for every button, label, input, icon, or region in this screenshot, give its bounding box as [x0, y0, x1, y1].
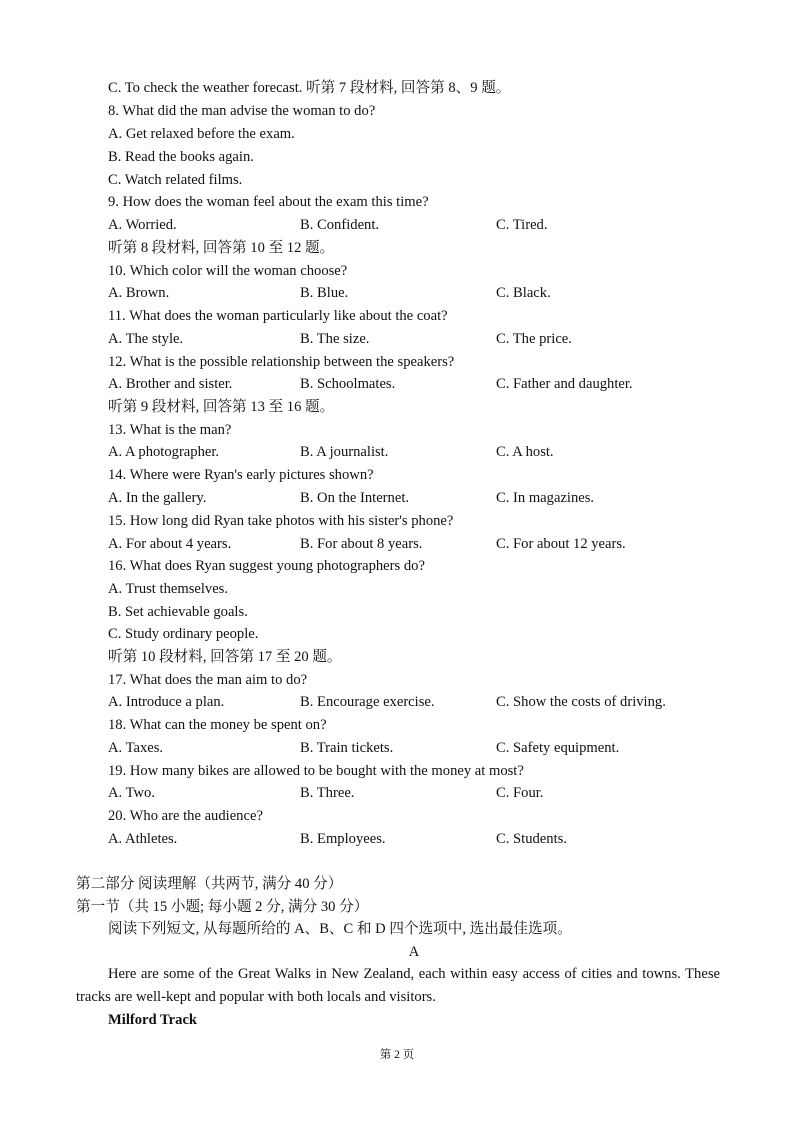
option-11b: B. The size.	[300, 331, 370, 347]
option-18c: C. Safety equipment.	[496, 740, 620, 756]
question-11: 11. What does the woman particularly like about the coat?	[108, 308, 448, 324]
subheading-milford-track: Milford Track	[108, 1012, 198, 1028]
question-13: 13. What is the man?	[108, 422, 232, 438]
option-18a: A. Taxes.	[108, 740, 164, 756]
option-19c: C. Four.	[496, 785, 544, 801]
option-19a: A. Two.	[108, 785, 155, 801]
passage-intro-text: Here are some of the Great Walks in New Zealand, each within easy access of cities and towns. These tracks are well-kept and popular with both locals and visitors.	[76, 966, 720, 1005]
option-8a: A. Get relaxed before the exam.	[108, 126, 295, 142]
option-10a: A. Brown.	[108, 285, 170, 301]
reading-instruction: 阅读下列短文, 从每题所给的 A、B、C 和 D 四个选项中, 选出最佳选项。	[108, 921, 572, 937]
option-16a: A. Trust themselves.	[108, 581, 229, 597]
option-16b: B. Set achievable goals.	[108, 604, 248, 620]
option-15c: C. For about 12 years.	[496, 536, 626, 552]
option-8c: C. Watch related films.	[108, 172, 243, 188]
option-20c: C. Students.	[496, 831, 567, 847]
question-19: 19. How many bikes are allowed to be bought with the money at most?	[108, 763, 524, 779]
option-13c: C. A host.	[496, 444, 554, 460]
question-14: 14. Where were Ryan's early pictures shown?	[108, 467, 374, 483]
option-13a: A. A photographer.	[108, 444, 220, 460]
question-12: 12. What is the possible relationship between the speakers?	[108, 354, 455, 370]
option-17b: B. Encourage exercise.	[300, 694, 435, 710]
section-one-heading: 第一节（共 15 小题; 每小题 2 分, 满分 30 分）	[76, 899, 369, 915]
option-9b: B. Confident.	[300, 217, 380, 233]
option-16c: C. Study ordinary people.	[108, 626, 259, 642]
option-11a: A. The style.	[108, 331, 184, 347]
question-18: 18. What can the money be spent on?	[108, 717, 327, 733]
question-20: 20. Who are the audience?	[108, 808, 263, 824]
option-15b: B. For about 8 years.	[300, 536, 423, 552]
option-15a: A. For about 4 years.	[108, 536, 232, 552]
section-instruction-10: 听第 10 段材料, 回答第 17 至 20 题。	[108, 649, 342, 665]
option-12b: B. Schoolmates.	[300, 376, 396, 392]
question-9: 9. How does the woman feel about the exam this time?	[108, 194, 429, 210]
section-instruction-8: 听第 8 段材料, 回答第 10 至 12 题。	[108, 240, 335, 256]
passage-intro	[76, 963, 720, 1009]
option-14a: A. In the gallery.	[108, 490, 207, 506]
option-text: C. To check the weather forecast. 听第 7 段材料, 回答第 8、9 题。	[108, 80, 511, 96]
option-20a: A. Athletes.	[108, 831, 178, 847]
question-17: 17. What does the man aim to do?	[108, 672, 308, 688]
option-10b: B. Blue.	[300, 285, 349, 301]
option-9a: A. Worried.	[108, 217, 177, 233]
option-17c: C. Show the costs of driving.	[496, 694, 666, 710]
question-10: 10. Which color will the woman choose?	[108, 263, 348, 279]
part-two-heading: 第二部分 阅读理解（共两节, 满分 40 分）	[76, 876, 343, 892]
option-8b: B. Read the books again.	[108, 149, 254, 165]
question-16: 16. What does Ryan suggest young photographers do?	[108, 558, 425, 574]
option-13b: B. A journalist.	[300, 444, 389, 460]
option-14c: C. In magazines.	[496, 490, 595, 506]
option-14b: B. On the Internet.	[300, 490, 410, 506]
page-number: 第 2 页	[379, 1049, 415, 1061]
option-9c: C. Tired.	[496, 217, 548, 233]
option-12c: C. Father and daughter.	[496, 376, 633, 392]
option-18b: B. Train tickets.	[300, 740, 394, 756]
option-12a: A. Brother and sister.	[108, 376, 233, 392]
question-8: 8. What did the man advise the woman to do?	[108, 103, 376, 119]
option-20b: B. Employees.	[300, 831, 386, 847]
section-instruction-9: 听第 9 段材料, 回答第 13 至 16 题。	[108, 399, 335, 415]
option-11c: C. The price.	[496, 331, 572, 347]
option-17a: A. Introduce a plan.	[108, 694, 225, 710]
option-10c: C. Black.	[496, 285, 551, 301]
option-19b: B. Three.	[300, 785, 355, 801]
passage-letter: A	[408, 944, 420, 960]
question-15: 15. How long did Ryan take photos with his sister's phone?	[108, 513, 454, 529]
